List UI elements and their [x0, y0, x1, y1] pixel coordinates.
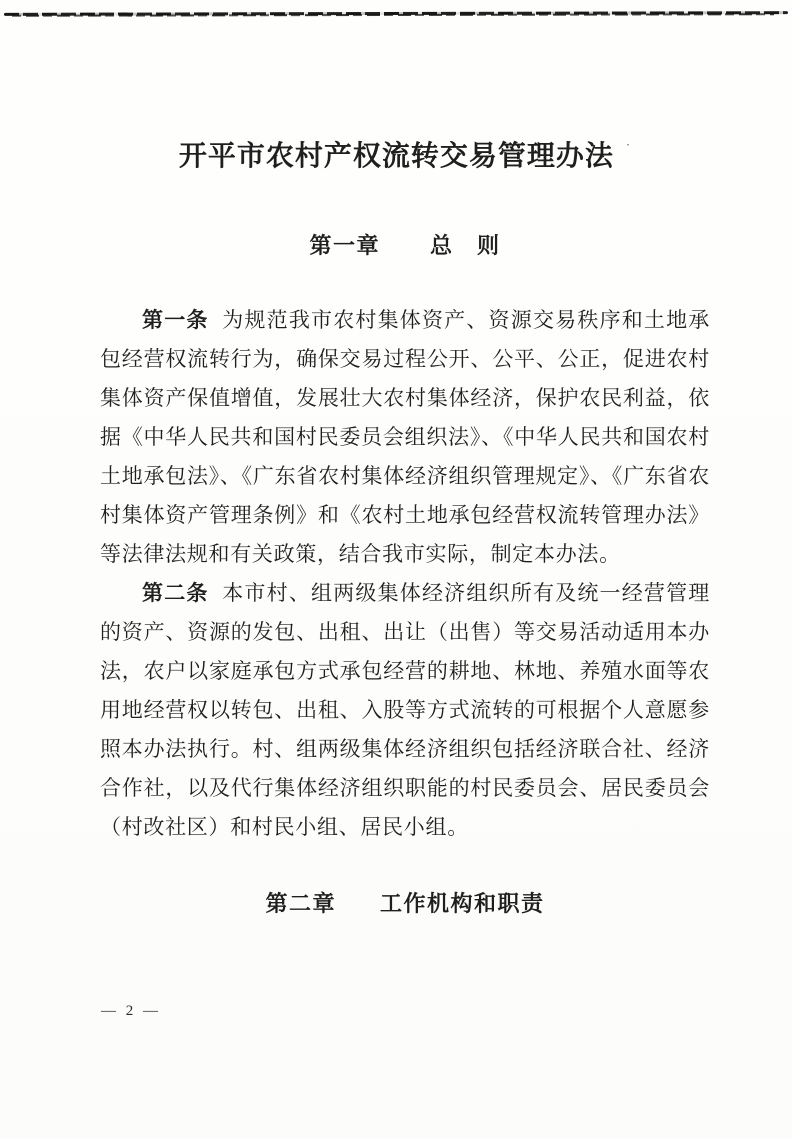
scan-artifact-line — [4, 11, 788, 19]
document-title-text: 开平市农村产权流转交易管理办法 — [178, 141, 614, 172]
chapter-1-label: 第一章 — [309, 233, 380, 258]
chapter-2-title: 工作机构和职责 — [380, 891, 545, 916]
document-title — [100, 134, 710, 174]
article-1-number: 第一条 — [142, 308, 209, 332]
scan-speck-mark: · — [625, 137, 632, 152]
scan-artifact-strip — [12, 13, 774, 17]
chapter-1-heading — [100, 229, 710, 260]
article-1-paragraph — [100, 301, 710, 574]
chapter-2-label: 第二章 — [265, 891, 336, 916]
article-2-paragraph — [100, 574, 710, 847]
article-2-number: 第二条 — [142, 581, 209, 605]
article-1-text: 为规范我市农村集体资产、资源交易秩序和土地承包经营权流转行为，确保交易过程公开、公平、公正，促进农村集体资产保值增值，发展壮大农村集体经济，保护农民利益，依据《中华人民共和国村民委员会组织法》、《中华人民共和国农村土地承包法》、《广东省农村集体经济组织管理规定》、《广东省农村集体资产管理条例》和《农村土地承包经营权流转管理办法》等法律法规和有关政策，结合我市实际，制定本办法。 — [100, 308, 710, 566]
chapter-1-title: 总 则 — [430, 233, 501, 258]
chapter-2-heading — [100, 887, 710, 918]
page-number: — 2 — — [101, 1003, 161, 1019]
document-body — [100, 301, 710, 847]
article-2-text: 本市村、组两级集体经济组织所有及统一经营管理的资产、资源的发包、出租、出让（出售）等交易活动适用本办法，农户以家庭承包方式承包经营的耕地、林地、养殖水面等农用地经营权以转包、出租、入股等方式流转的可根据个人意愿参照本办法执行。村、组两级集体经济组织包括经济联合社、经济合作社，以及代行集体经济组织职能的村民委员会、居民委员会（村改社区）和村民小组、居民小组。 — [100, 581, 710, 839]
